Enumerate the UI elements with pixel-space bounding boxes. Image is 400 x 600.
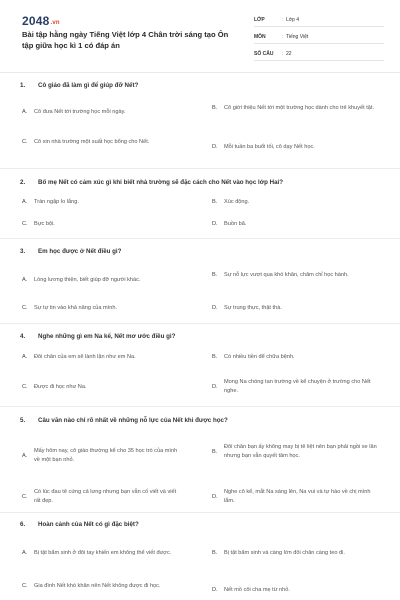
- site-logo[interactable]: 2048.vn: [22, 14, 60, 28]
- question-4-option-a[interactable]: A. Đôi chân của em sẽ lành lặn như em Na.: [22, 354, 136, 360]
- question-1-option-c[interactable]: C. Cô xin nhà trường một suất học bổng cho Nết.: [22, 139, 150, 145]
- meta-row-subject: MÔN : Tiếng Việt: [254, 31, 384, 44]
- question-4-option-b[interactable]: B. Có nhiều tiền để chữa bệnh.: [212, 354, 295, 360]
- question-3-option-c[interactable]: C. Sự tự tin vào khả năng của mình.: [22, 305, 118, 311]
- question-5-option-d[interactable]: D. Nghe cô kể, mắt Na sáng lên, Na vui và tự hào về chị mình lắm.: [212, 489, 371, 504]
- question-2-option-b[interactable]: B. Xúc động.: [212, 199, 250, 205]
- question-3-option-a[interactable]: A. Lòng lương thiện, biết giúp đỡ người khác.: [22, 277, 141, 283]
- question-4-option-c[interactable]: C. Được đi học như Na.: [22, 384, 87, 390]
- question-3-option-b[interactable]: B. Sự nỗ lực vượt qua khó khăn, chăm chỉ học hành.: [212, 272, 349, 278]
- question-5-option-a[interactable]: A. Mấy hôm nay, cô giáo thường kể cho 35 học trò của mình về một bạn nhỏ.: [22, 448, 178, 463]
- header-divider: [0, 72, 400, 73]
- question-2-text: 2. Bố mẹ Nết có cảm xúc gì khi biết nhà trường sẽ đặc cách cho Nết vào học lớp Hai?: [20, 179, 284, 186]
- question-6-option-b[interactable]: B. Bị tật bẩm sinh và càng lớn đôi chân càng teo đi.: [212, 550, 345, 556]
- question-5-text: 5. Câu văn nào chỉ rõ nhất về những nỗ lực của Nết khi được học?: [20, 417, 228, 424]
- header: [0, 0, 400, 72]
- question-1-option-b[interactable]: B. Cô giới thiệu Nết tới một trường học dành cho trẻ khuyết tật.: [212, 105, 375, 111]
- question-6-text: 6. Hoàn cảnh của Nết có gì đặc biệt?: [20, 521, 139, 528]
- question-1-option-d[interactable]: D. Mỗi tuần ba buổi tối, cô dạy Nết học.: [212, 144, 315, 150]
- question-2-option-c[interactable]: C. Bực bội.: [22, 221, 55, 227]
- question-3-option-d[interactable]: D. Sự trung thực, thật thà.: [212, 305, 282, 311]
- question-4-text: 4. Nghe những gì em Na kể, Nết mơ ước điều gì?: [20, 333, 176, 340]
- question-2-option-a[interactable]: A. Tràn ngập lo lắng.: [22, 199, 79, 205]
- question-5-option-c[interactable]: C. Có lúc đau tê cứng cả lưng nhưng bạn vẫn cố viết và viết rất đẹp.: [22, 489, 177, 504]
- question-6-option-c[interactable]: C. Gia đình Nết khó khăn nên Nết không được đi học.: [22, 583, 161, 589]
- question-1-option-a[interactable]: A. Cô đưa Nết tới trường học mỗi ngày.: [22, 109, 126, 115]
- question-6-option-a[interactable]: A. Bị tật bẩm sinh ở đôi tay khiến em không thể viết được.: [22, 550, 172, 556]
- question-1-text: 1. Cô giáo đã làm gì để giúp đỡ Nết?: [20, 82, 139, 89]
- page-title: Bài tập hằng ngày Tiếng Việt lớp 4 Chân trời sáng tạo Ôn tập giữa học kì 1 có đáp án: [22, 30, 229, 50]
- question-4-option-d[interactable]: D. Mong Na chóng tan trường về kể chuyện ở trường cho Nết nghe.: [212, 379, 371, 394]
- question-3-text: 3. Em học được ở Nết điều gì?: [20, 248, 122, 255]
- question-5-option-b[interactable]: B. Đôi chân bạn ấy không may bị tê liệt nên bạn phải ngồi xe lăn nhưng bạn vẫn quyết tâm học.: [212, 444, 377, 459]
- question-6-option-d[interactable]: D. Nết mồ côi cha mẹ từ nhỏ.: [212, 587, 290, 593]
- meta-row-grade: LỚP : Lớp 4: [254, 14, 384, 27]
- meta-info: [254, 14, 384, 61]
- question-2-option-d[interactable]: D. Buồn bã.: [212, 221, 247, 227]
- meta-row-question-count: SỐ CÂU : 22: [254, 48, 384, 61]
